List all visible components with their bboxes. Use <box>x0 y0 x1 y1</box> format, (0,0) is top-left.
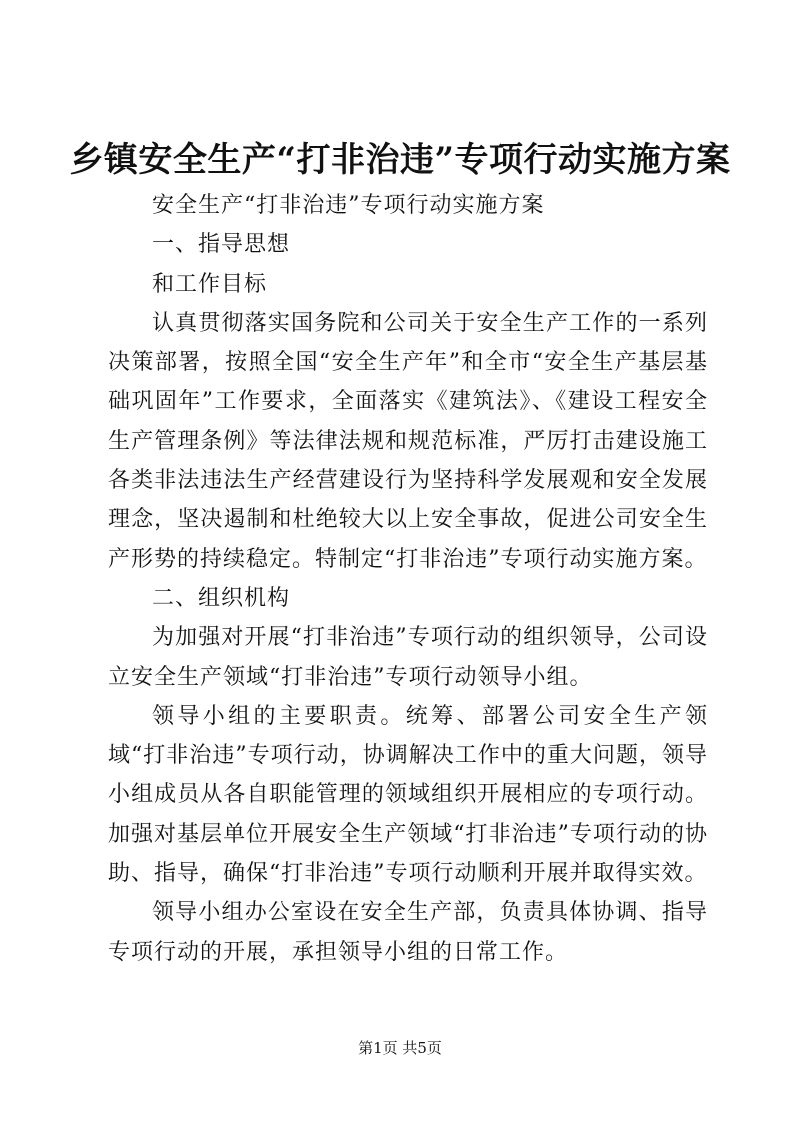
document-body <box>108 186 708 972</box>
paragraph-heading-work-goal: 和工作目标 <box>152 271 268 297</box>
paragraph-organization-setup: 为加强对开展“打非治违”专项行动的组织领导，公司设立安全生产领域“打非治违”专项行动领导小组。 <box>108 625 708 690</box>
paragraph-heading-guiding-thought: 一、指导思想 <box>152 232 291 258</box>
paragraph-leadership-duties: 领导小组的主要职责。统筹、部署公司安全生产领域“打非治违”专项行动，协调解决工作中的重大问题，领导小组成员从各自职能管理的领域组织开展相应的专项行动。加强对基层单位开展安全生产领域“打非治违”专项行动的协助、指导，确保“打非治违”专项行动顺利开展并取得实效。 <box>108 703 708 887</box>
paragraph-guiding-content: 认真贯彻落实国务院和公司关于安全生产工作的一系列决策部署，按照全国“安全生产年”和全市“安全生产基层基础巩固年”工作要求，全面落实《建筑法》、《建设工程安全生产管理条例》等法律法规和规范标准，严厉打击建设施工各类非法违法生产经营建设行为坚持科学发展观和安全发展理念，坚决遏制和杜绝较大以上安全事故，促进公司安全生产形势的持续稳定。特制定“打非治违”专项行动实施方案。 <box>108 310 708 572</box>
paragraph-heading-organization: 二、组织机构 <box>152 585 291 611</box>
document-title: 乡镇安全生产“打非治违”专项行动实施方案 <box>69 140 731 180</box>
paragraph-office-setup: 领导小组办公室设在安全生产部，负责具体协调、指导专项行动的开展，承担领导小组的日常工作。 <box>108 900 708 965</box>
page-footer <box>0 1038 800 1058</box>
paragraph-subtitle: 安全生产“打非治违”专项行动实施方案 <box>152 193 545 218</box>
page-number-label: 第1页 共5页 <box>358 1039 442 1057</box>
